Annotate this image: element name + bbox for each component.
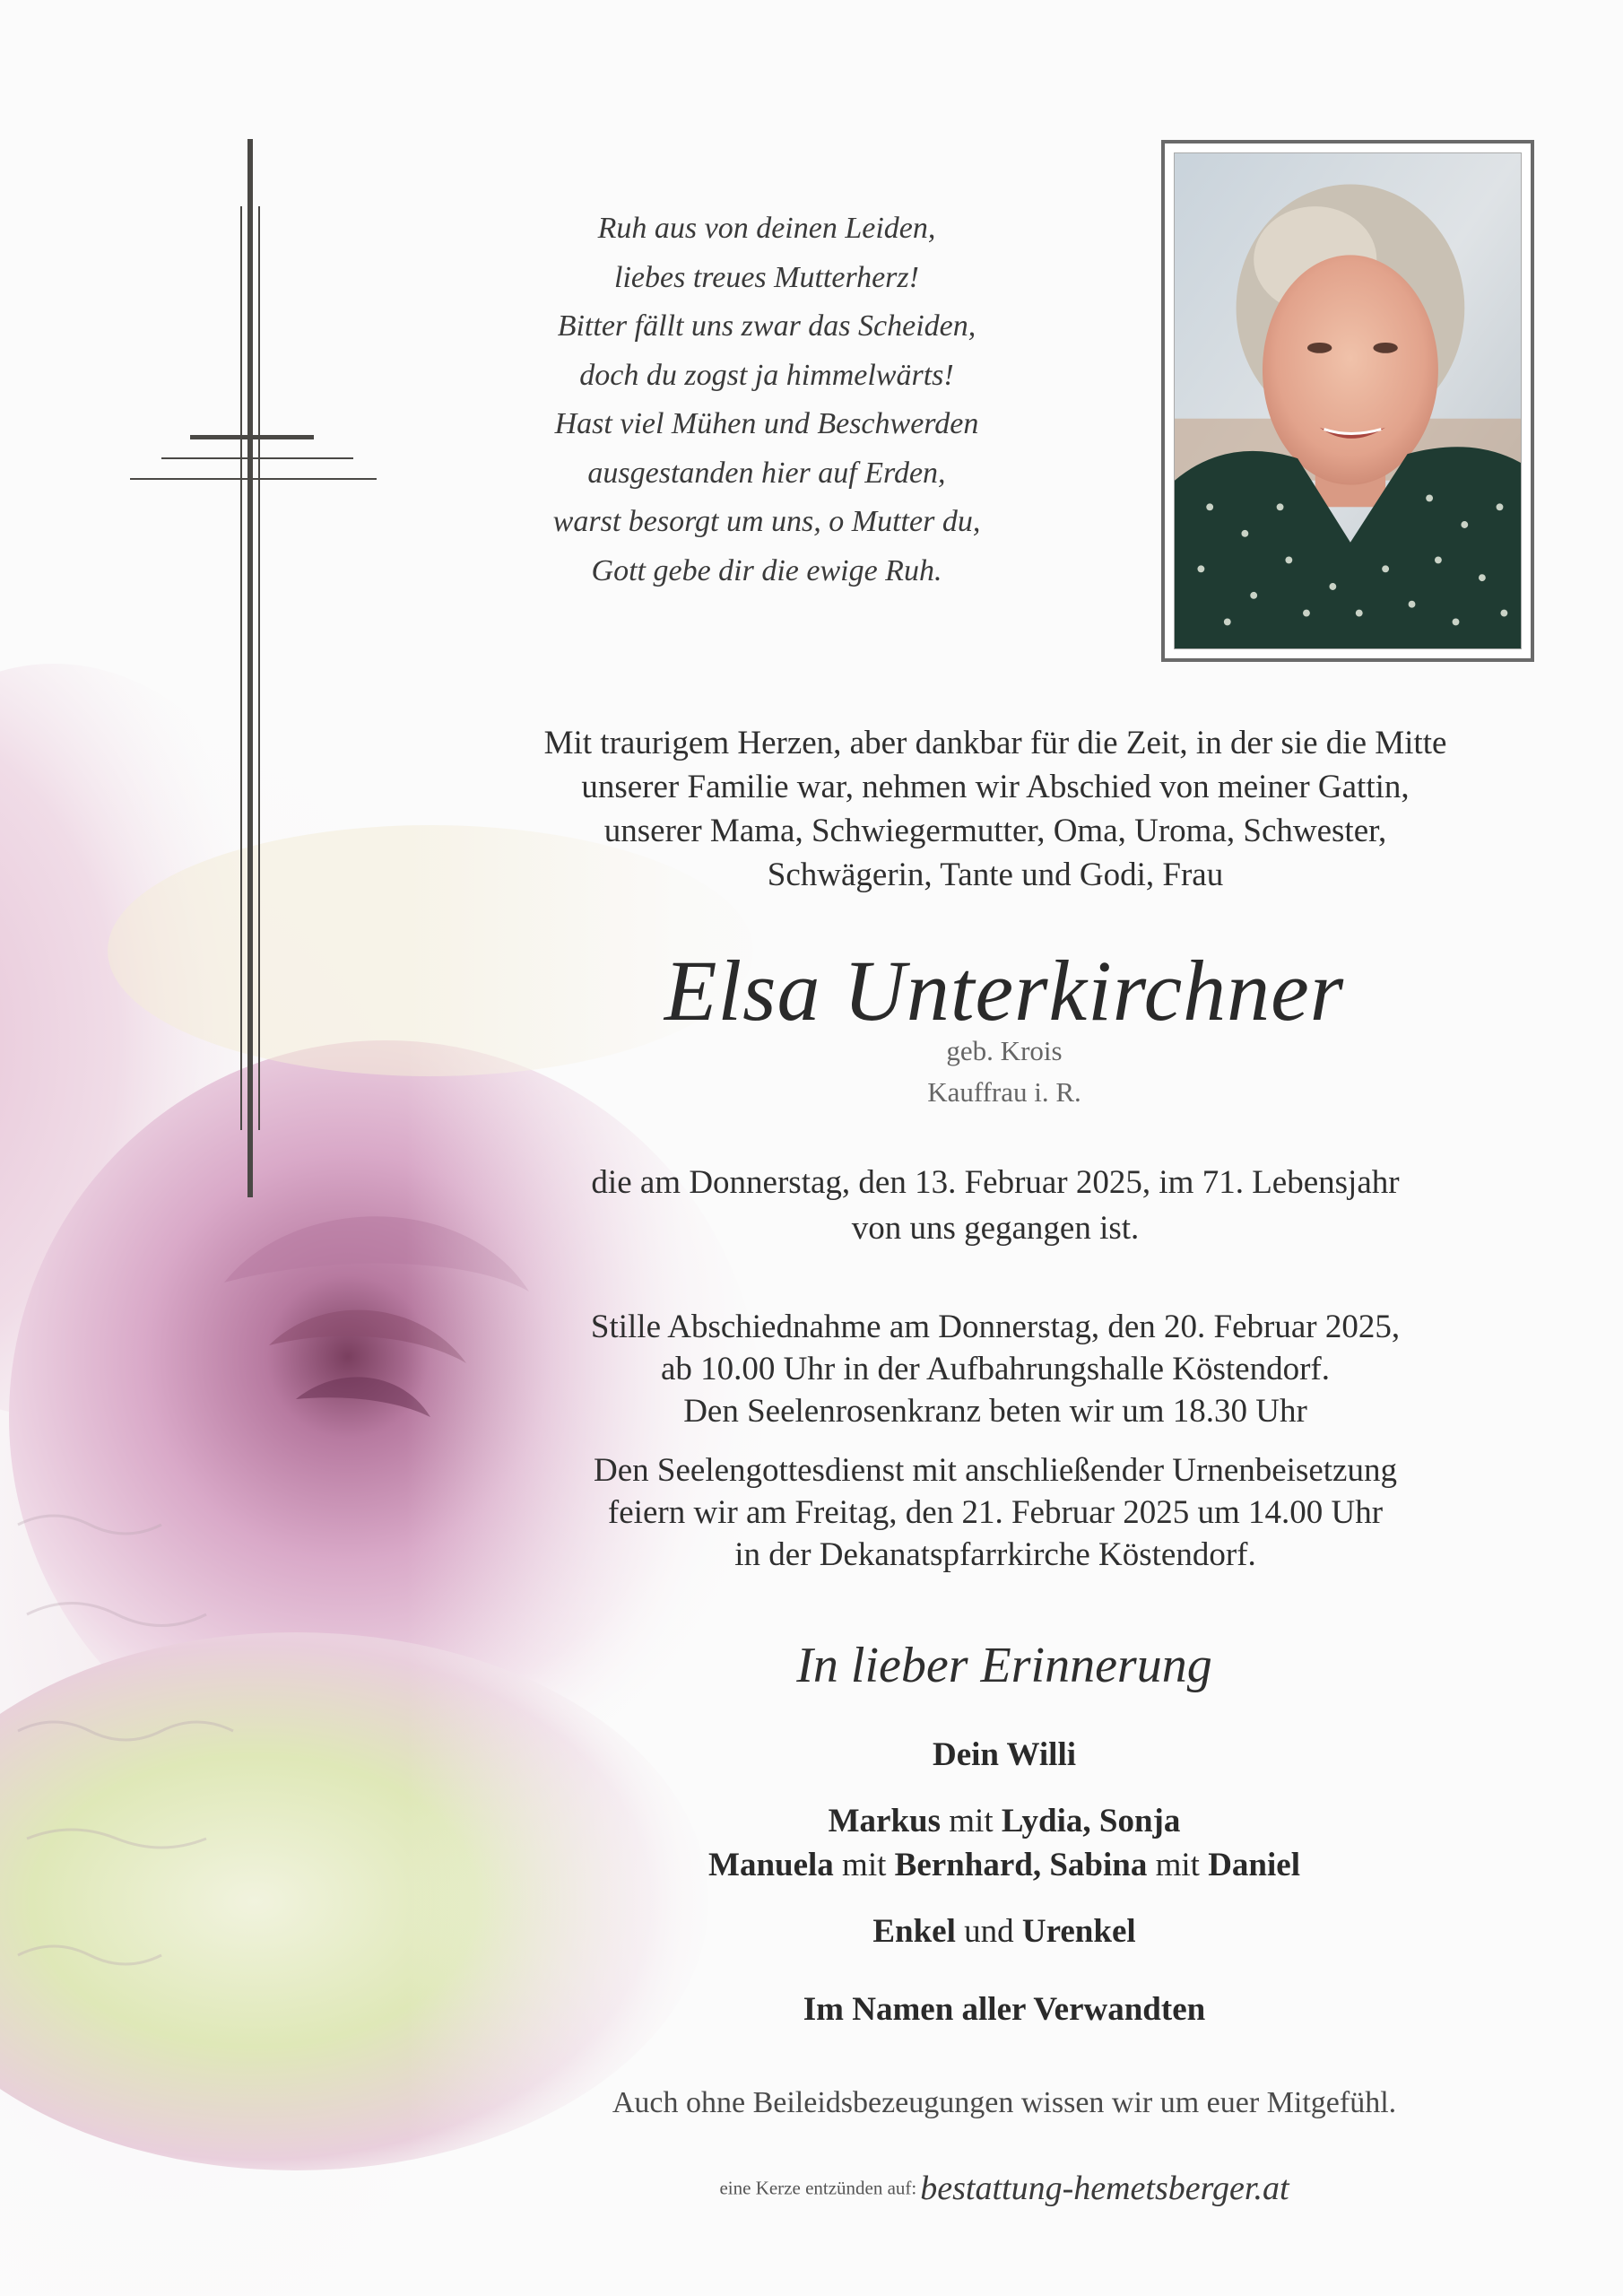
- memory-title: In lieber Erinnerung: [796, 1638, 1212, 1693]
- intro-line: unserer Familie war, nehmen wir Abschied von meiner Gattin,: [581, 769, 1410, 805]
- intro-line: Mit traurigem Herzen, aber dankbar für die Zeit, in der sie die Mitte: [543, 725, 1447, 761]
- profession: Kauffrau i. R.: [927, 1076, 1081, 1108]
- family-member: Lydia, Sonja: [1001, 1803, 1181, 1839]
- intro-line: unserer Mama, Schwiegermutter, Oma, Uroma, Schwester,: [603, 813, 1387, 849]
- poem-line: Gott gebe dir die ewige Ruh.: [591, 553, 942, 587]
- death-notice-line: die am Donnerstag, den 13. Februar 2025, im 71. Lebensjahr: [591, 1164, 1400, 1201]
- farewell-info: [448, 1306, 1542, 1432]
- family-member: Daniel: [1208, 1847, 1300, 1883]
- death-notice-line: von uns gegangen ist.: [851, 1210, 1140, 1247]
- family-line: [502, 1843, 1506, 1887]
- service-info: [448, 1449, 1542, 1576]
- intro-line: Schwägerin, Tante und Godi, Frau: [767, 857, 1224, 893]
- birth-name: geb. Krois: [946, 1035, 1063, 1066]
- deceased-name: Elsa Unterkirchner: [664, 943, 1345, 1039]
- service-line: Den Seelengottesdienst mit anschließender Urnenbeisetzung: [594, 1452, 1397, 1489]
- family-member: Enkel: [872, 1913, 956, 1950]
- family-member: Urenkel: [1021, 1913, 1136, 1950]
- condolence-note: Auch ohne Beileidsbezeugungen wissen wir um euer Mitgefühl.: [612, 2086, 1397, 2119]
- family-member: Bernhard, Sabina: [894, 1847, 1148, 1883]
- family-member: Manuela: [708, 1847, 834, 1883]
- spouse-name: Dein Willi: [932, 1736, 1077, 1773]
- family-relatives: [502, 1987, 1506, 2031]
- death-notice: [448, 1160, 1542, 1251]
- service-line: feiern wir am Freitag, den 21. Februar 2025 um 14.00 Uhr: [607, 1494, 1384, 1531]
- poem: [484, 204, 1049, 596]
- farewell-line: Stille Abschiednahme am Donnerstag, den 20. Februar 2025,: [590, 1309, 1401, 1345]
- family-connector: mit: [1155, 1847, 1200, 1883]
- poem-line: doch du zogst ja himmelwärts!: [579, 358, 954, 392]
- candle-link-row: [574, 2169, 1435, 2208]
- poem-line: Bitter fällt uns zwar das Scheiden,: [557, 309, 976, 343]
- portrait-image: [1174, 152, 1522, 649]
- service-line: in der Dekanatspfarrkirche Köstendorf.: [734, 1536, 1256, 1573]
- relatives-text: Im Namen aller Verwandten: [803, 1991, 1206, 2028]
- family-connector: und: [964, 1913, 1014, 1950]
- candle-label: eine Kerze entzünden auf:: [719, 2177, 917, 2199]
- family-line: [502, 1799, 1506, 1843]
- funeral-home-link[interactable]: bestattung-hemetsberger.at: [920, 2170, 1289, 2207]
- family-member: Markus: [828, 1803, 942, 1839]
- poem-line: warst besorgt um uns, o Mutter du,: [552, 505, 981, 538]
- poem-line: ausgestanden hier auf Erden,: [587, 456, 946, 490]
- intro-text: [448, 721, 1542, 897]
- family-line: [502, 1909, 1506, 1953]
- farewell-line: Den Seelenrosenkranz beten wir um 18.30 Uhr: [683, 1393, 1307, 1430]
- poem-line: Hast viel Mühen und Beschwerden: [554, 407, 979, 440]
- farewell-line: ab 10.00 Uhr in der Aufbahrungshalle Köstendorf.: [661, 1351, 1330, 1387]
- cross-icon: [126, 139, 386, 1206]
- poem-line: Ruh aus von deinen Leiden,: [597, 212, 936, 245]
- portrait-photo: [1161, 140, 1534, 662]
- family-connector: mit: [842, 1847, 887, 1883]
- family-connector: mit: [949, 1803, 994, 1839]
- poem-line: liebes treues Mutterherz!: [614, 260, 919, 294]
- family-spouse: [502, 1733, 1506, 1777]
